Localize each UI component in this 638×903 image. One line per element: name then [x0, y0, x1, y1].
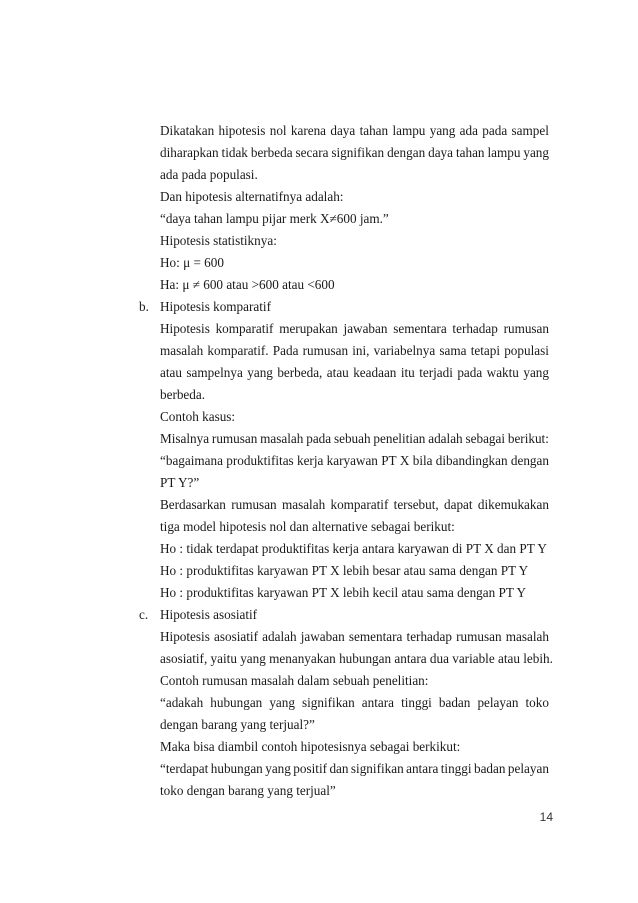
word: dan	[329, 761, 349, 776]
text-line: Dan hipotesis alternatifnya adalah:	[160, 189, 344, 204]
word: signifikan	[331, 145, 385, 160]
section-title: Hipotesis asosiatif	[160, 607, 258, 622]
word: yang	[247, 365, 273, 380]
word: tersebut,	[393, 497, 439, 512]
word: masalah	[281, 497, 326, 512]
word: terjadi	[419, 365, 453, 380]
word: rumusan	[302, 343, 349, 358]
word: tahan	[359, 123, 389, 138]
text-line: Ho : tidak terdapat produktifitas kerja antara karyawan di PT X dan PT Y	[160, 541, 547, 556]
word: asosiatif	[214, 629, 258, 644]
word: yang	[269, 695, 295, 710]
text-line	[160, 692, 549, 714]
word: waktu	[486, 365, 519, 380]
word: dengan	[510, 453, 549, 468]
word: pada	[482, 123, 508, 138]
word: “bagaimana	[160, 453, 223, 468]
word: berbeda	[250, 145, 293, 160]
word: karena	[290, 123, 327, 138]
word: hubungan	[210, 761, 263, 776]
text-line: Ho : produktifitas karyawan PT X lebih kecil atau sama dengan PT Y	[160, 585, 526, 600]
text-line: ada pada populasi.	[160, 167, 258, 182]
word: daya	[428, 145, 454, 160]
word: rumusan	[211, 431, 258, 446]
word: secara	[295, 145, 329, 160]
word: sampel	[511, 123, 549, 138]
word: adalah	[428, 431, 463, 446]
list-marker: c.	[139, 607, 149, 622]
word: Pada	[272, 343, 299, 358]
word: Dikatakan	[160, 123, 215, 138]
word: komparatif.	[207, 343, 269, 358]
word: nol	[269, 123, 287, 138]
word: merupakan	[279, 321, 338, 336]
word: pada	[457, 365, 483, 380]
word: adalah	[262, 629, 297, 644]
word: dikemukakan	[477, 497, 549, 512]
word: sementara	[348, 629, 403, 644]
word: masalah	[260, 431, 304, 446]
word: masalah	[160, 343, 204, 358]
word: dapat	[444, 497, 473, 512]
word: berbeda,	[277, 365, 323, 380]
word: pada	[306, 431, 332, 446]
page-number: 14	[539, 810, 553, 824]
word: dengan	[387, 145, 426, 160]
word: dibandingkan	[435, 453, 508, 468]
word: terhadap	[406, 629, 452, 644]
word: tahan	[455, 145, 485, 160]
text-line: Ho : produktifitas karyawan PT X lebih besar atau sama dengan PT Y	[160, 563, 529, 578]
text-line	[160, 318, 549, 340]
word: “adakah	[160, 695, 204, 710]
section-title: Hipotesis komparatif	[160, 299, 271, 314]
word: yang	[523, 145, 549, 160]
text-line: berbeda.	[160, 387, 206, 402]
word: tidak	[221, 145, 248, 160]
text-line: Maka bisa diambil contoh hipotesisnya sebagai berkikut:	[160, 739, 461, 754]
text-line: PT Y?”	[160, 475, 200, 490]
word: yang	[265, 761, 291, 776]
word: Misalnya	[160, 431, 210, 446]
word: variabelnya	[373, 343, 436, 358]
text-line	[160, 626, 549, 648]
word: toko	[525, 695, 549, 710]
text-line	[160, 758, 549, 780]
word: PT	[381, 453, 397, 468]
word: tinggi	[401, 695, 432, 710]
word: pelayan	[507, 761, 549, 776]
word: lampu	[487, 145, 521, 160]
word: ada	[459, 123, 478, 138]
word: antara	[361, 695, 395, 710]
section-heading	[139, 296, 549, 318]
word: tinggi	[440, 761, 472, 776]
word: sama	[439, 343, 467, 358]
text-line	[160, 494, 549, 516]
text-line	[160, 340, 549, 362]
word: keadaan	[353, 365, 397, 380]
word: produktifitas	[226, 453, 294, 468]
word: rumusan	[503, 321, 549, 336]
word: signifikan	[302, 695, 355, 710]
body-text	[139, 120, 553, 802]
word: atau	[160, 365, 182, 380]
text-line: Ha: μ ≠ 600 atau >600 atau <600	[160, 277, 335, 292]
word: X	[399, 453, 410, 468]
text-line: toko dengan barang yang terjual”	[160, 783, 336, 798]
word: ini,	[352, 343, 370, 358]
text-line	[160, 120, 549, 142]
word: Berdasarkan	[160, 497, 226, 512]
text-line: asosiatif, yaitu yang menanyakan hubungan antara dua variable atau lebih.	[160, 651, 553, 666]
text-line	[160, 142, 549, 164]
word: yang	[429, 123, 456, 138]
word: jawaban	[300, 629, 345, 644]
word: diharapkan	[160, 145, 219, 160]
word: Hipotesis	[160, 629, 210, 644]
word: badan	[473, 761, 506, 776]
word: sampelnya	[186, 365, 243, 380]
word: itu	[400, 365, 415, 380]
word: “terdapat	[160, 761, 209, 776]
word: tetapi	[470, 343, 500, 358]
word: daya	[330, 123, 356, 138]
word: terhadap	[452, 321, 498, 336]
word: populasi	[504, 343, 549, 358]
word: yang	[523, 365, 549, 380]
word: badan	[438, 695, 471, 710]
word: rumusan	[231, 497, 277, 512]
word: sebuah	[333, 431, 371, 446]
word: karyawan	[326, 453, 378, 468]
word: penelitian	[373, 431, 426, 446]
text-line: dengan barang yang terjual?”	[160, 717, 315, 732]
text-line: Hipotesis statistiknya:	[160, 233, 277, 248]
text-line: Contoh kasus:	[160, 409, 236, 424]
word: positif	[293, 761, 327, 776]
word: masalah	[505, 629, 549, 644]
word: rumusan	[456, 629, 502, 644]
section-heading	[139, 604, 549, 626]
word: Hipotesis	[160, 321, 210, 336]
word: sebagai	[465, 431, 506, 446]
text-line: tiga model hipotesis nol dan alternative sebagai berikut:	[160, 519, 455, 534]
text-line	[160, 362, 549, 384]
word: hipotesis	[218, 123, 266, 138]
word: signifikan	[350, 761, 404, 776]
word: lampu	[392, 123, 426, 138]
word: komparatif	[215, 321, 274, 336]
text-line	[160, 450, 549, 472]
list-marker: b.	[139, 299, 149, 314]
word: komparatif	[330, 497, 389, 512]
word: bila	[412, 453, 433, 468]
word: jawaban	[343, 321, 388, 336]
word: sementara	[393, 321, 447, 336]
word: pelayan	[477, 695, 519, 710]
text-line: Ho: μ = 600	[160, 255, 224, 270]
text-line	[160, 428, 549, 450]
word: antara	[406, 761, 439, 776]
text-line: “daya tahan lampu pijar merk X≠600 jam.”	[160, 211, 389, 226]
word: kerja	[296, 453, 324, 468]
word: hubungan	[210, 695, 263, 710]
text-line: Contoh rumusan masalah dalam sebuah penelitian:	[160, 673, 429, 688]
word: berikut:	[507, 431, 549, 446]
word: atau	[326, 365, 349, 380]
